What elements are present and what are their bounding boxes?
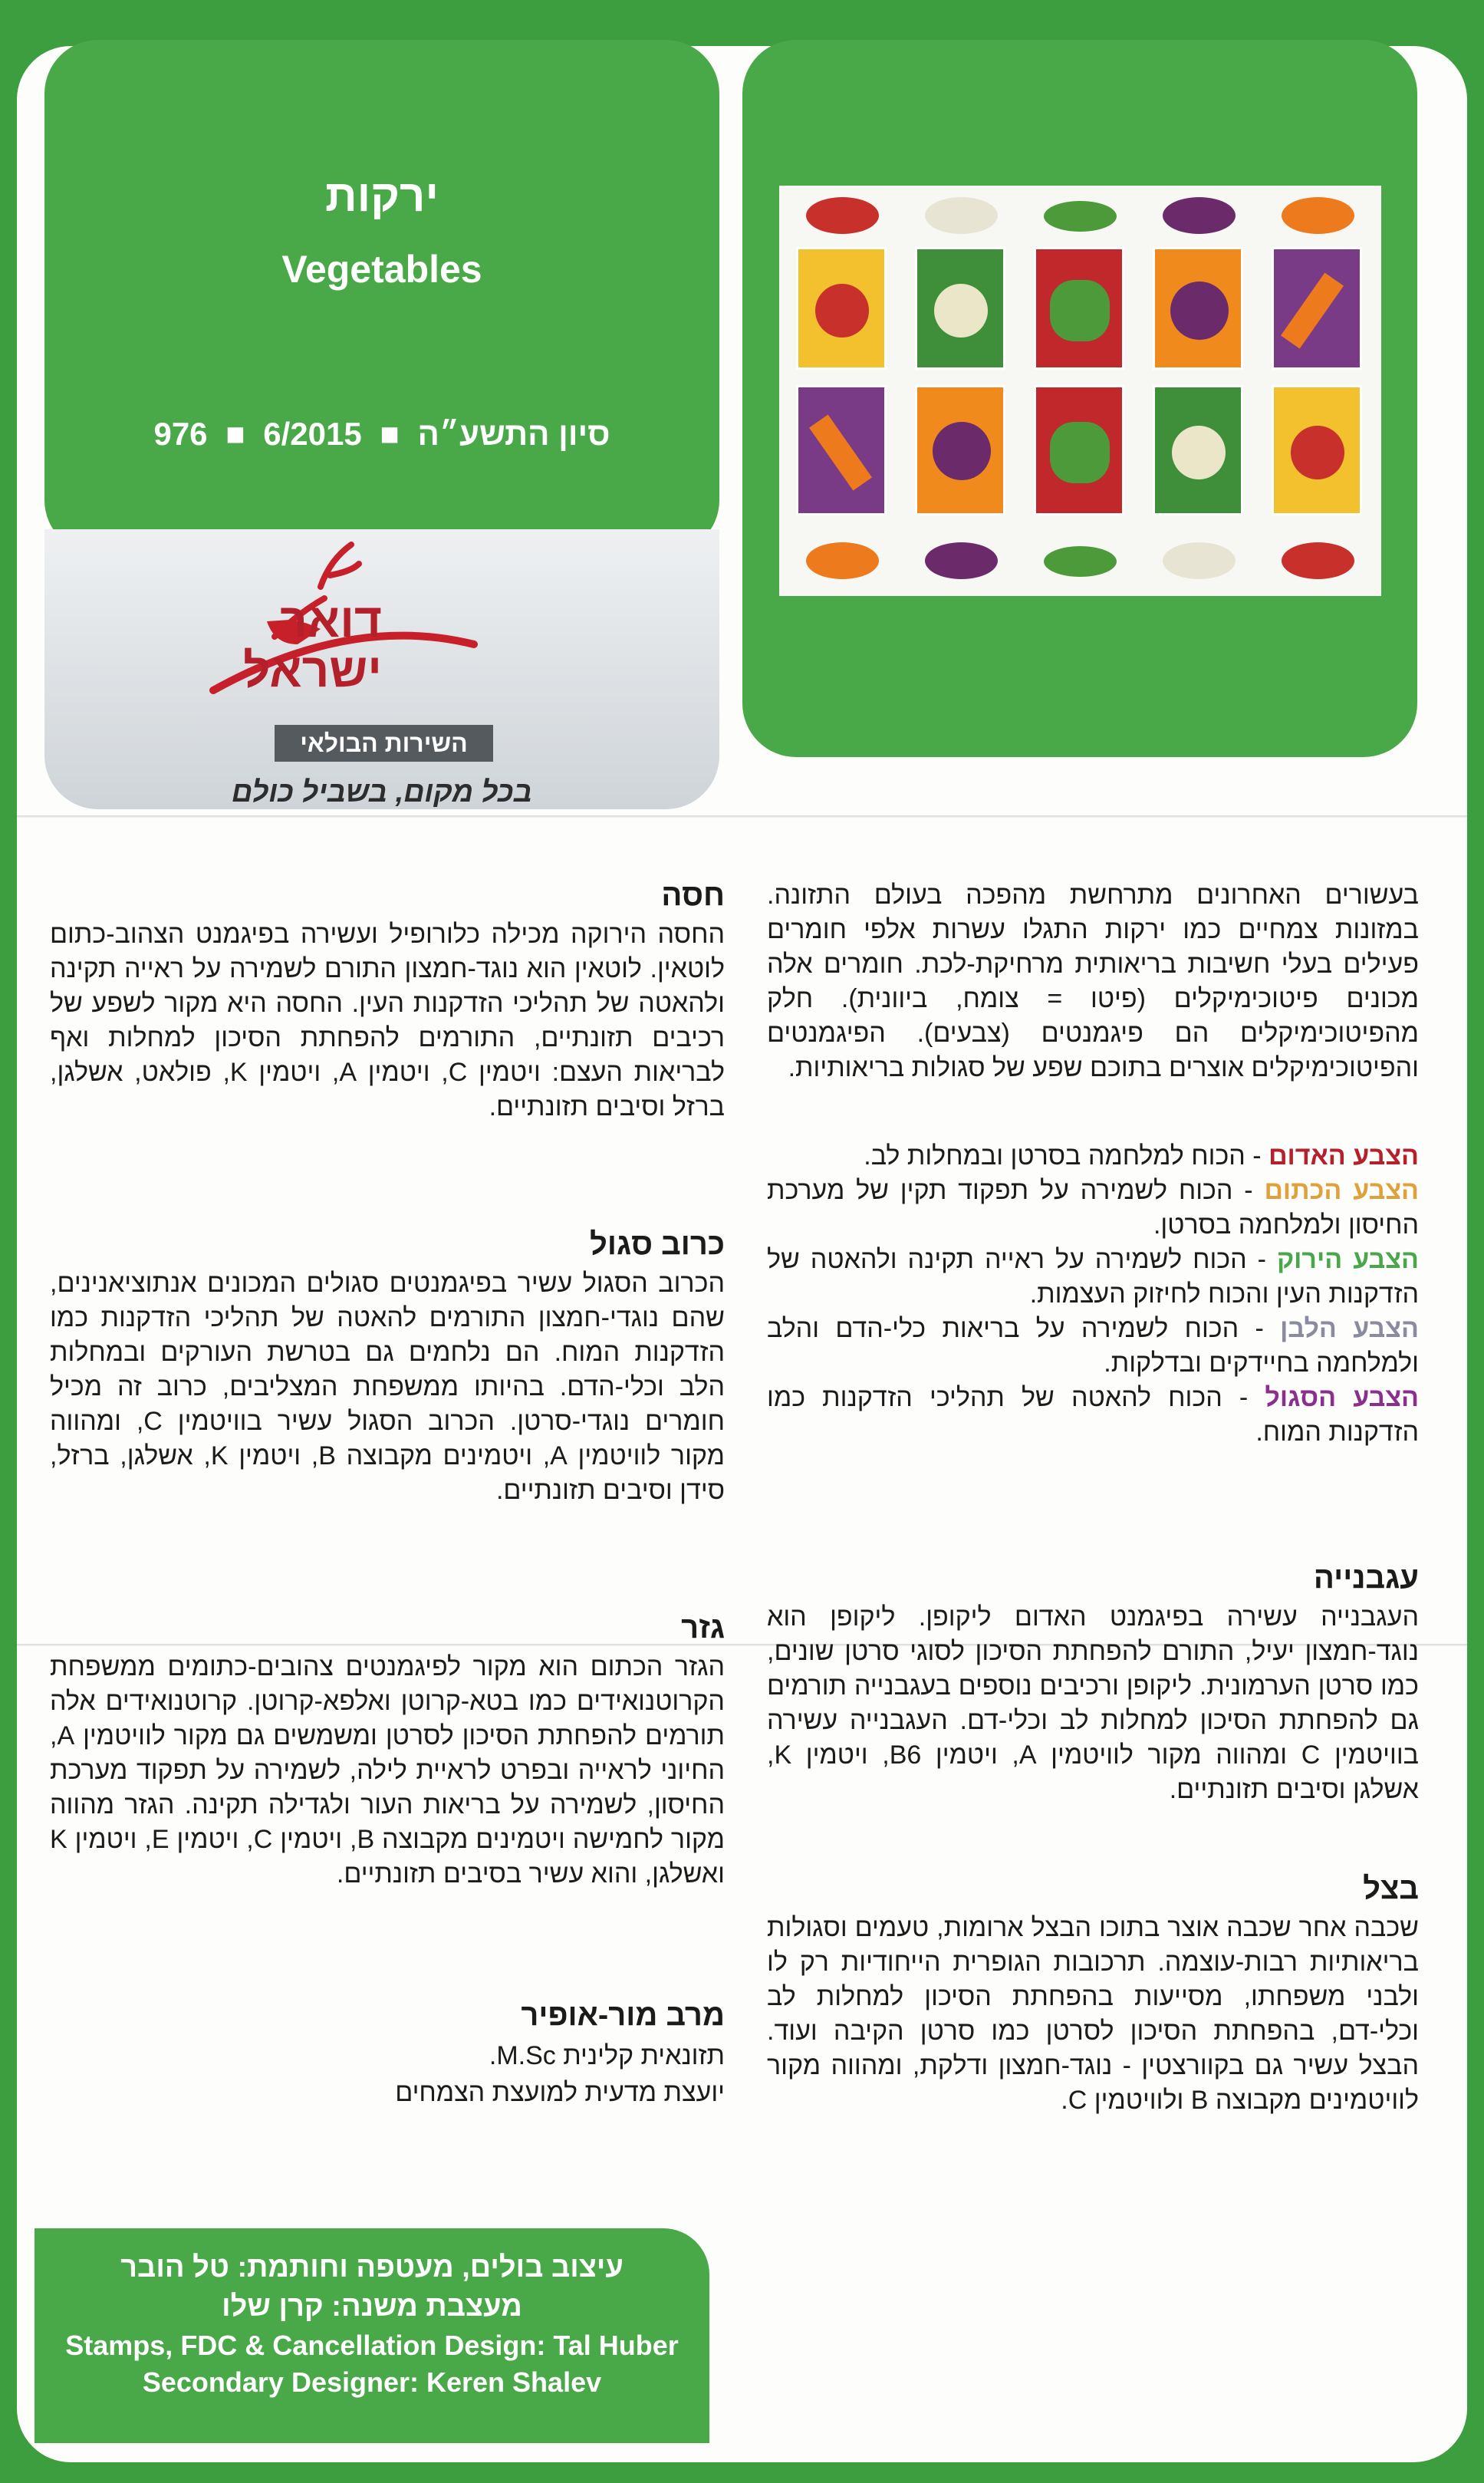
fold-line — [17, 815, 1467, 818]
color-white-line: הצבע הלבן - הכוח לשמירה על בריאות כלי-הדם והלב ולמלחמה בחיידקים ובדלקות. — [767, 1314, 1419, 1378]
tab-lettuce — [1044, 201, 1117, 232]
author-name: מרב מור-אופיר — [521, 1998, 725, 2032]
israel-post-logo-panel — [44, 529, 719, 809]
color-red-label: הצבע האדום — [1268, 1141, 1419, 1171]
tab-carrot-slice — [1282, 197, 1354, 234]
onion-heading: בצל — [1363, 1872, 1419, 1905]
stamp-lettuce — [1034, 385, 1124, 515]
color-green-line: הצבע הירוק - הכוח לשמירה על ראייה תקינה ולהאטה של הזדקנות העין והכוח לחיזוק העצמות. — [767, 1245, 1419, 1309]
tomato-heading: עגבנייה — [1313, 1561, 1419, 1595]
carrot-section — [50, 1611, 725, 1892]
stamp-onion — [915, 247, 1005, 370]
logo-wordmark-top: דואר — [280, 594, 382, 647]
issue-date: 6/2015 — [263, 416, 362, 452]
carrot-heading: גזר — [681, 1611, 725, 1645]
author-role: יועצת מדעית למועצת הצמחים — [395, 2078, 725, 2107]
tab-tomato-slice — [1282, 542, 1354, 579]
stamp-red-cabbage — [915, 385, 1005, 515]
author-block — [50, 1998, 725, 2111]
tab-onion-slice — [925, 197, 998, 234]
stamp-onion — [1153, 385, 1243, 515]
tomato-text: העגבנייה עשירה בפיגמנט האדום ליקופן. ליקופן הוא נוגד-חמצון יעיל, התורם להפחתת הסיכון לסוגי סרטן שונים, כמו סרטן הערמונית. ליקופן ורכיבים נוספים בעגבנייה תורמים גם להפחתת הסיכון למחלות לב וכלי-דם. העגבנייה עשירה בוויטמין C ומהווה מקור לוויטמין A, ויטמין B6, ויטמין K, אשלגן וסיבים תזונתיים. — [767, 1602, 1419, 1804]
carrot-text: הגזר הכתום הוא מקור לפיגמנטים צהובים-כתומים ממשפחת הקרוטנואידים כמו בטא-קרוטן ואלפא-קרוטן. קרוטנואידים אלה תורמים להפחתת הסיכון לסרטן ומשמשים גם מקור לוויטמין A, החיוני לראייה ובפרט לראיית לילה, לשמירה על תפקוד מערכת החיסון, לשמירה על בריאות העור ולגדילה תקינה. הגזר מהווה מקור לחמישה ויטמינים מקבוצה B, ויטמין C, ויטמין E, ויטמין K ואשלגן, והוא עשיר בסיבים תזונתיים. — [50, 1652, 725, 1889]
color-purple-line: הצבע הסגול - הכוח להאטה של תהליכי הזדקנות כמו הזדקנות המוח. — [767, 1383, 1420, 1447]
tomato-section — [767, 1561, 1419, 1807]
credits-secondary-he: מעצבת משנה: קרן שלו — [222, 2290, 522, 2323]
stamp-lettuce — [1034, 247, 1124, 370]
credits-design-he: עיצוב בולים, מעטפה וחותמת: טל הובר — [120, 2251, 624, 2284]
tab-tomato-slice — [806, 197, 879, 234]
stamp-red-cabbage — [1153, 247, 1243, 370]
color-red-line: הצבע האדום - הכוח למלחמה בסרטן ובמחלות לב. — [864, 1141, 1419, 1171]
stamp-tomato — [1272, 385, 1362, 515]
color-orange-line: הצבע הכתום - הכוח לשמירה על תפקוד תקין של מערכת החיסון ולמלחמה בסרטן. — [767, 1176, 1419, 1240]
credits-secondary-en: Secondary Designer: Keren Shalev — [142, 2366, 602, 2398]
title-english: Vegetables — [281, 248, 482, 291]
credits-panel — [35, 2228, 709, 2443]
stamp-sheet-panel — [742, 40, 1417, 757]
red-cabbage-heading: כרוב סגול — [590, 1227, 725, 1261]
stamp-sheet — [779, 186, 1381, 596]
color-powers-list — [767, 1139, 1419, 1450]
tab-cabbage-slice — [1163, 197, 1236, 234]
tab-carrot-slice — [806, 542, 879, 579]
onion-section — [767, 1872, 1419, 2118]
author-title: תזונאית קלינית M.Sc. — [489, 2041, 725, 2070]
tab-lettuce — [1044, 546, 1117, 577]
israel-post-deer-logo — [44, 529, 719, 729]
lettuce-text: החסה הירוקה מכילה כלורופיל ועשירה בפיגמנט הצהוב-כתום לוטאין. לוטאין הוא נוגד-חמצון התורם לשמירה על ראייה תקינה ולהאטה של תהליכי הזדקנות העין. החסה היא מקור לשפע של רכיבים תזונתיים, התורמים להפחתת הסיכון למחלות ואף לבריאות העצם: ויטמין C, ויטמין A, ויטמין K, פולאט, אשלגן, ברזל וסיבים תזונתיים. — [50, 920, 725, 1121]
title-panel — [44, 40, 719, 554]
onion-text: שכבה אחר שכבה אוצר בתוכו הבצל ארומות, טעמים וסגולות בריאותיות רבות-עוצמה. תרכובות הגופרית הייחודיות רק לו ולבני משפחתו, מסייעות בהפחתת הסיכון למחלות לב וכלי-דם, בהפחתת הסיכון לסרטן כמו סרטן הקיבה ועוד. הבצל עשיר גם בקוורצטין - נוגד-חמצון ודלקת, ומהווה מקור לוויטמינים מקבוצה B ולוויטמין C. — [767, 1913, 1419, 2115]
intro-text: בעשורים האחרונים מתרחשת מהפכה בעולם התזונה. במזונות צמחיים כמו ירקות התגלו עשרות אלפי חומרים פעילים בעלי חשיבות בריאותית מרחיקת-לכת. חומרים אלה מכונים פיטוכימיקלים (פיטו = צומח, ביוונית). חלק מהפיטוכימיקלים הם פיגמנטים (צבעים). הפיגמנטים והפיטוכימיקלים אוצרים בתוכם שפע של סגולות בריאותיות. — [767, 881, 1419, 1082]
color-green-label: הצבע הירוק — [1276, 1245, 1419, 1274]
tab-onion-slice — [1163, 542, 1236, 579]
color-white-label: הצבע הלבן — [1280, 1314, 1419, 1343]
lettuce-section — [50, 878, 725, 1125]
red-cabbage-section — [50, 1227, 725, 1508]
credits-design-en: Stamps, FDC & Cancellation Design: Tal Huber — [65, 2330, 679, 2361]
issue-number: 976 — [153, 416, 208, 452]
color-purple-label: הצבע הסגול — [1265, 1383, 1420, 1412]
issue-line: סיון התשע״ה ■ 6/2015 ■ 976 — [153, 416, 610, 452]
stamp-carrot — [796, 385, 887, 515]
title-hebrew: ירקות — [325, 171, 439, 221]
lettuce-heading: חסה — [661, 878, 725, 912]
red-cabbage-text: הכרוב הסגול עשיר בפיגמנטים סגולים המכונים אנתוציאנינים, שהם נוגדי-חמצון התורמים להאטה של תהליכי הזדקנות כמו הזדקנות המוח. הם נלחמים גם בטרשת העורקים ובמחלות הלב וכלי-הדם. בהיותו ממשפחת המצליבים, כרוב זה מכיל חומרים נוגדי-סרטן. הכרוב הסגול עשיר בוויטמין C, ומהווה מקור לוויטמין A, ויטמינים מקבוצה B, ויטמין K, אשלגן, ברזל, סידן וסיבים תזונתיים. — [50, 1269, 725, 1505]
stamp-carrot — [1272, 247, 1362, 370]
issue-date-hebrew: סיון התשע״ה — [417, 416, 610, 452]
stamp-tomato — [796, 247, 887, 370]
intro-section — [767, 878, 1419, 1085]
slogan: בכל מקום, בשביל כולם — [232, 776, 532, 808]
logo-wordmark-bottom: ישראל — [243, 644, 382, 697]
color-orange-label: הצבע הכתום — [1264, 1176, 1419, 1205]
philatelic-service-label: השירות הבולאי — [275, 725, 493, 762]
tab-cabbage-slice — [925, 542, 998, 579]
